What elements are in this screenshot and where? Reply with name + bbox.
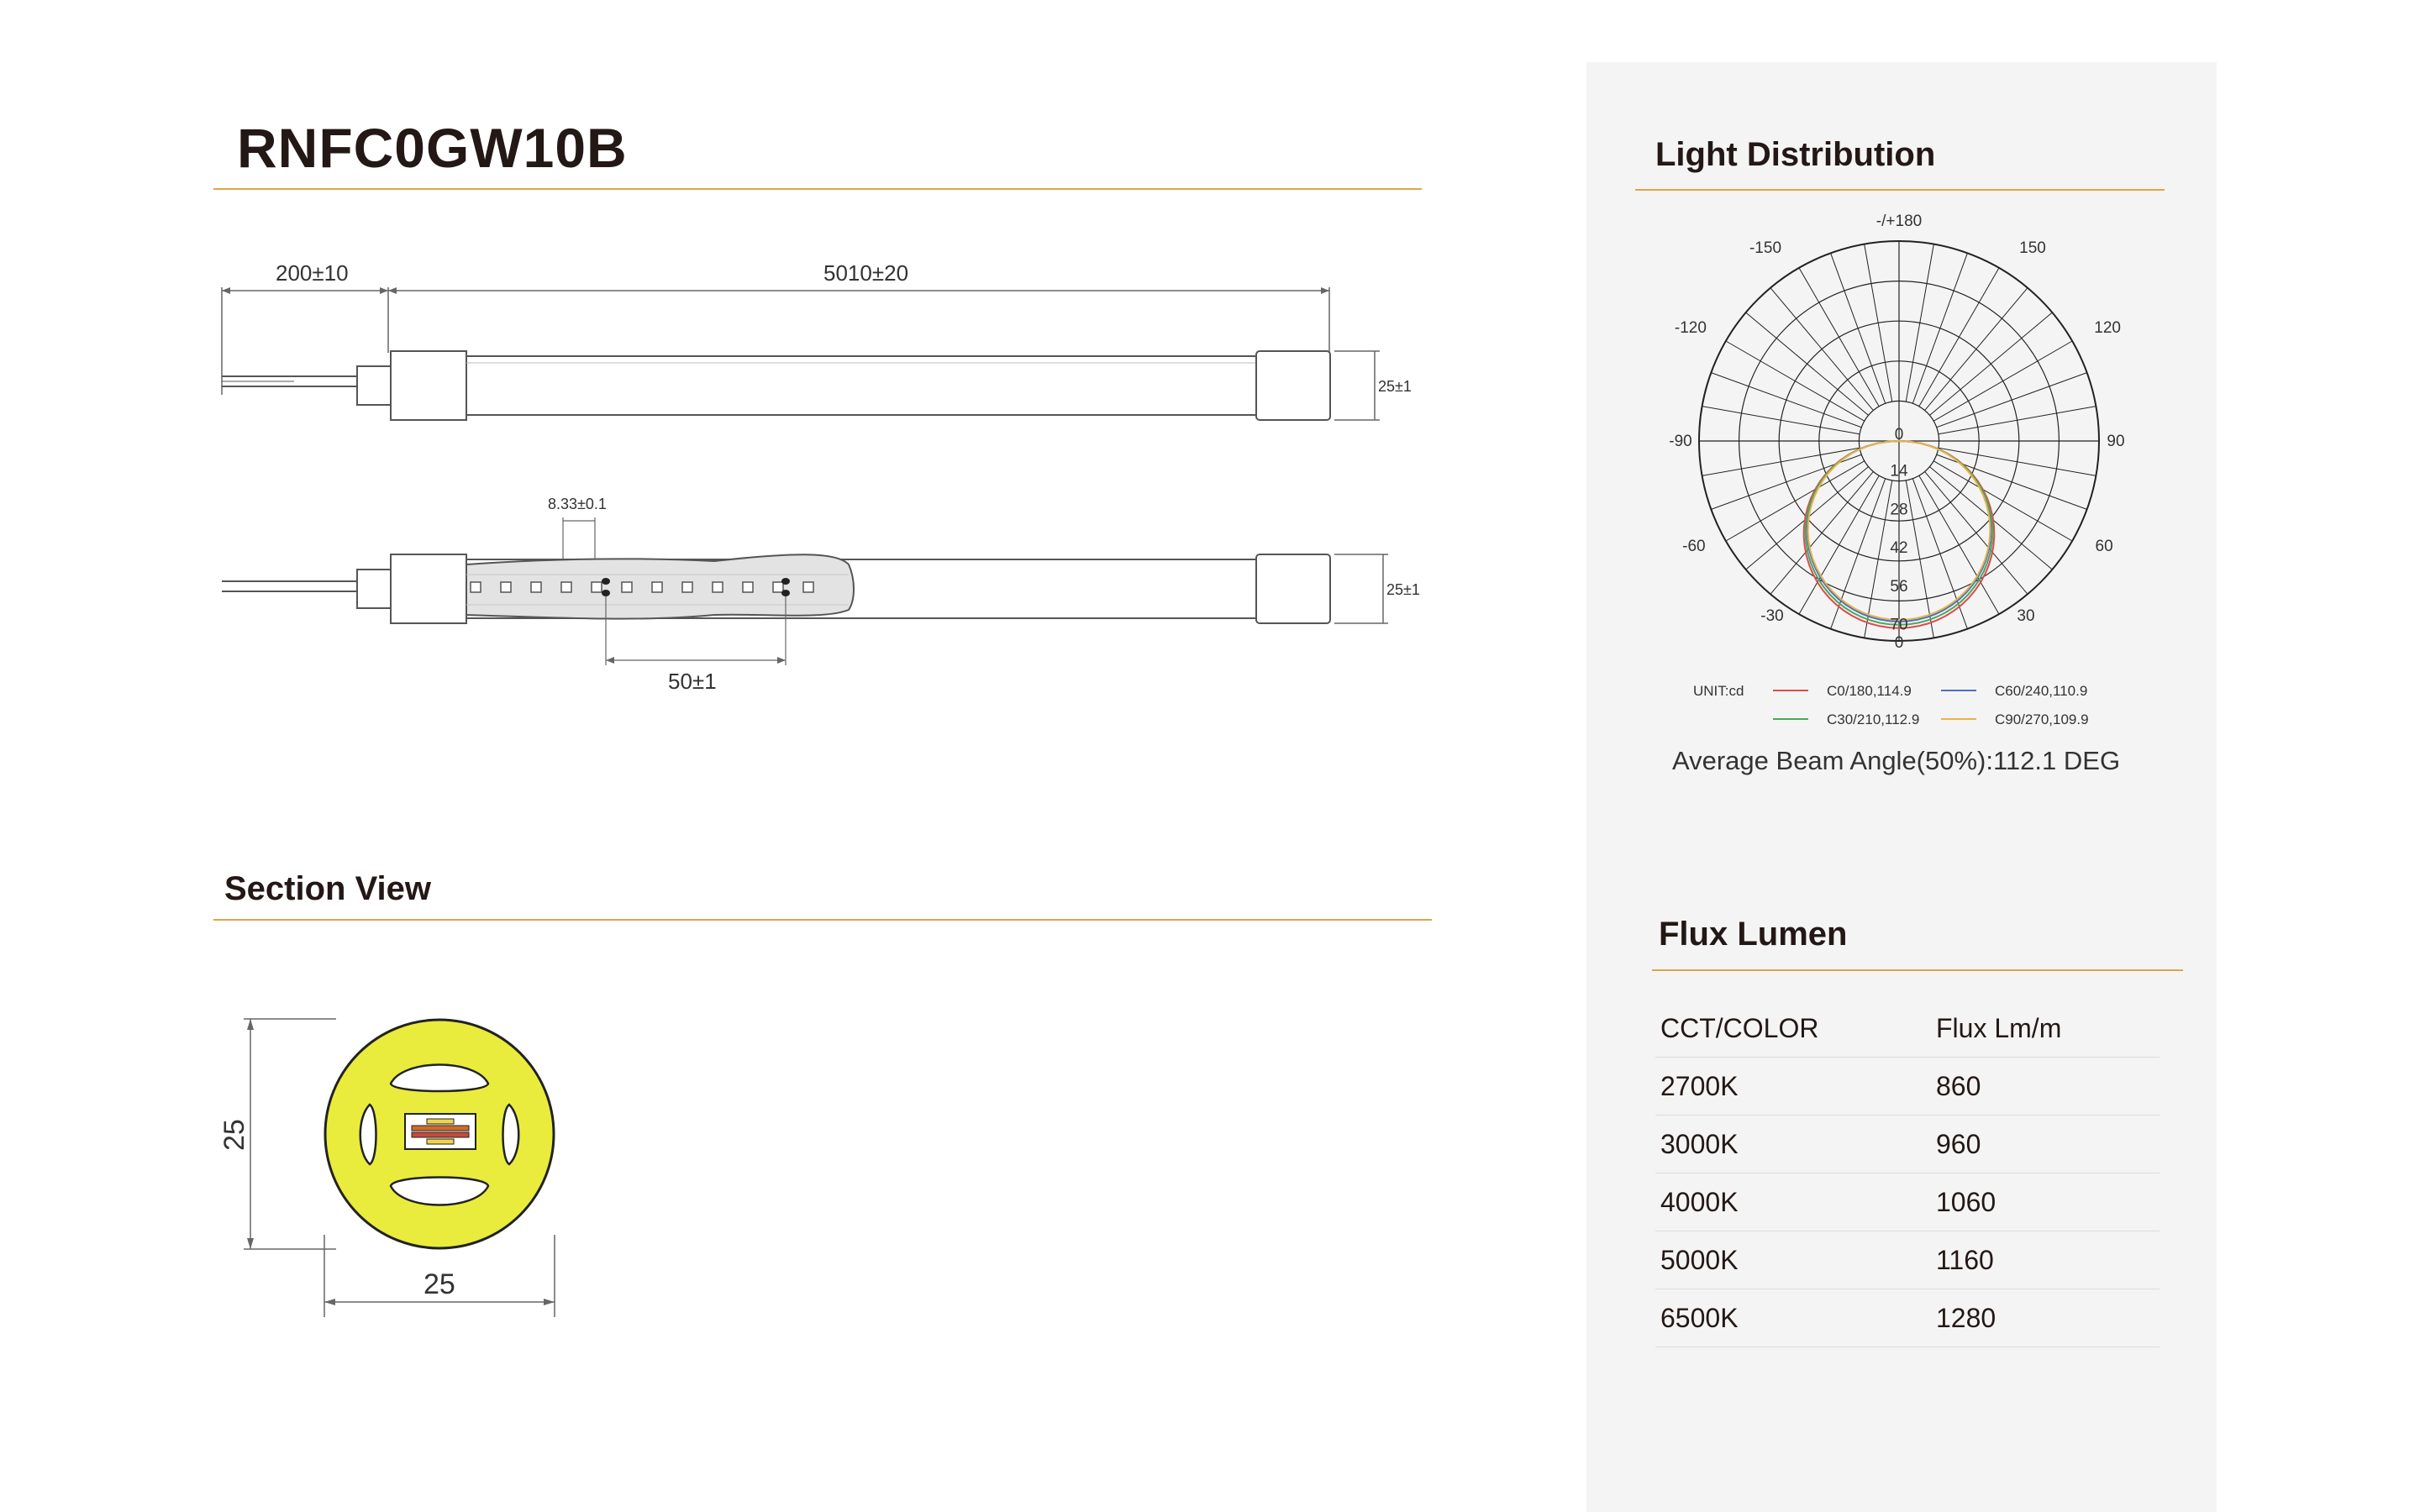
polar-spoke [1702,448,1860,475]
polar-spoke [1933,461,2072,541]
flux-table [1655,1000,2160,1347]
top-view-drawing [210,487,1428,706]
table-row [1655,1058,2160,1116]
table-row [1655,1231,2160,1289]
light-distribution-divider [1635,189,2165,191]
legend-label: C90/270,109.9 [1995,711,2089,727]
dim-led-pitch: 8.33±0.1 [548,496,607,512]
legend-label: C30/210,112.9 [1827,711,1920,727]
polar-radial-label: 70 [1890,616,1908,634]
polar-angle-label: 30 [2017,607,2035,626]
polar-angle-label: -120 [1674,319,1707,337]
flux-cell: 1160 [1931,1231,2160,1289]
table-row [1655,1173,2160,1231]
polar-spoke [1906,244,1933,402]
polar-spoke [1939,448,2096,475]
polar-spoke [1925,471,2028,594]
beam-angle-text: Average Beam Angle(50%):112.1 DEG [1672,746,2121,775]
polar-spoke [1726,461,1865,541]
polar-angle-label: -150 [1749,239,1782,257]
section-view-divider [213,919,1432,921]
polar-angle-label: -/+180 [1876,213,1923,230]
polar-unit-label: UNIT:cd [1693,683,1744,699]
polar-diagram [1647,210,2168,748]
flux-table-header [1655,1000,2160,1058]
dim-top-height: 25±1 [1386,581,1420,598]
section-view-drawing [210,1000,597,1327]
column-header-cct: CCT/COLOR [1655,1000,1931,1058]
polar-spoke [1770,471,1873,594]
polar-spoke [1865,244,1892,402]
polar-spoke [1939,407,2096,434]
polar-radial-label: 56 [1890,577,1908,596]
polar-spoke [1702,407,1860,434]
table-row [1655,1289,2160,1347]
flux-cell: 1280 [1931,1289,2160,1347]
polar-spoke [1711,373,1861,428]
table-row [1655,1116,2160,1173]
polar-radial-label: 28 [1890,501,1908,519]
polar-angle-label: 120 [2094,319,2121,337]
polar-angle-label: 0 [1894,634,1904,652]
polar-angle-label: -90 [1669,433,1692,450]
polar-spoke [1831,253,1886,403]
column-header-flux: Flux Lm/m [1931,1000,2160,1058]
cct-cell: 4000K [1655,1173,1931,1231]
polar-spoke [1799,268,1879,407]
polar-spoke [1770,288,1873,411]
polar-spoke [1919,268,1999,407]
legend-label: C60/240,110.9 [1995,683,2088,699]
flux-cell: 960 [1931,1116,2160,1173]
dim-total-length: 5010±20 [823,260,909,286]
polar-angle-label: -60 [1682,538,1706,555]
section-dim-width: 25 [424,1268,455,1300]
polar-radial-label: 14 [1890,462,1908,480]
cct-cell: 5000K [1655,1231,1931,1289]
polar-spoke [1726,341,1865,421]
product-title: RNFC0GW10B [237,117,628,179]
polar-angle-label: 90 [2107,433,2125,450]
title-divider [213,188,1422,190]
flux-cell: 860 [1931,1058,2160,1116]
section-dim-height: 25 [218,1119,250,1151]
dim-side-height: 25±1 [1378,378,1412,395]
flux-lumen-divider [1652,969,2183,971]
polar-spoke [1912,253,1967,403]
polar-radial-label: 42 [1890,539,1908,558]
polar-angle-label: 60 [2095,538,2113,555]
dim-lead-length: 200±10 [276,260,349,286]
light-distribution-heading: Light Distribution [1655,136,1936,173]
polar-spoke [1925,288,2028,411]
polar-spoke [1746,312,1869,415]
polar-spoke [1929,312,2052,415]
cct-cell: 6500K [1655,1289,1931,1347]
polar-spoke [1937,373,2087,428]
polar-spoke [1933,341,2072,421]
section-view-heading: Section View [224,870,432,907]
flux-lumen-heading: Flux Lumen [1659,916,1848,953]
cct-cell: 3000K [1655,1116,1931,1173]
polar-angle-label: 150 [2019,239,2046,257]
cct-cell: 2700K [1655,1058,1931,1116]
side-view-drawing [210,244,1428,445]
polar-radial-label: 0 [1894,426,1904,444]
legend-label: C0/180,114.9 [1827,683,1912,699]
dim-cut-unit: 50±1 [668,669,717,694]
flux-cell: 1060 [1931,1173,2160,1231]
polar-angle-label: -30 [1760,607,1784,626]
